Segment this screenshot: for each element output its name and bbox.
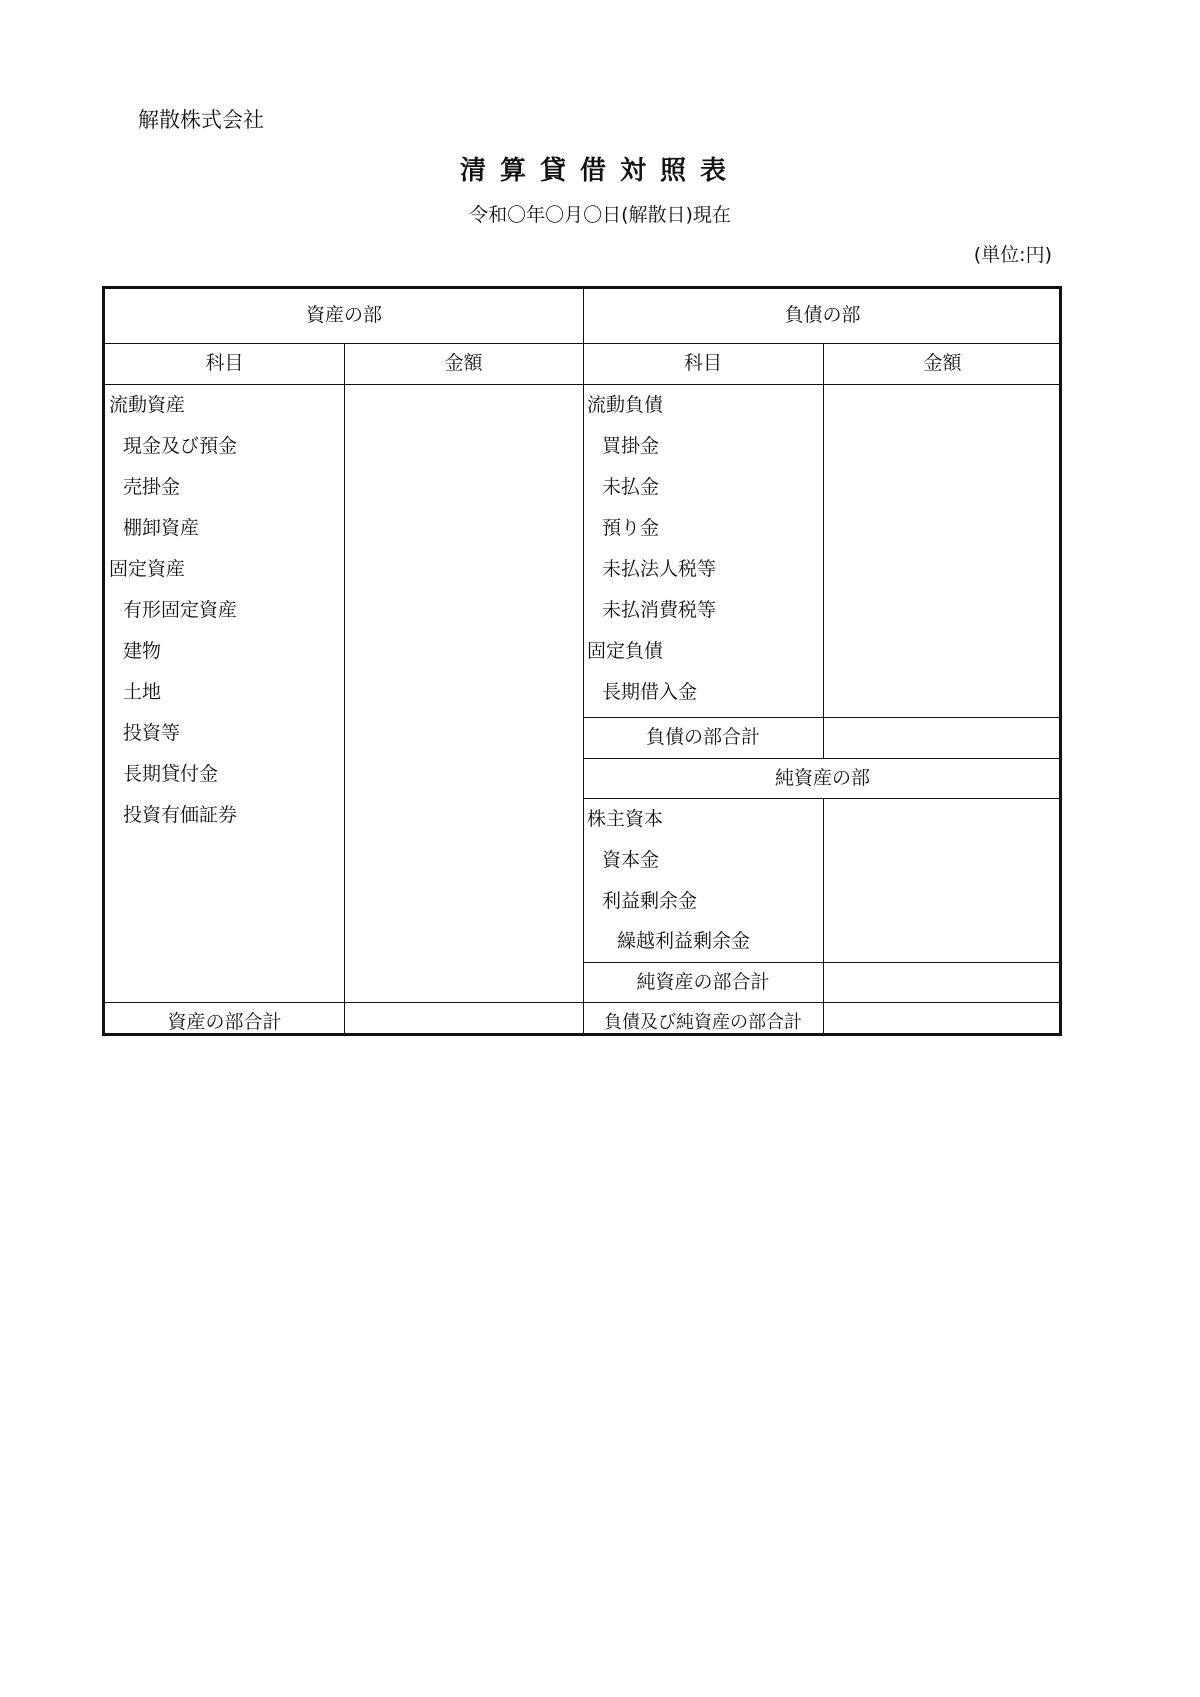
assets-header: 資産の部 <box>305 304 382 326</box>
liability-item: 未払法人税等 <box>602 558 717 580</box>
net-assets-total: 純資産の部合計 <box>636 971 770 993</box>
net-asset-item: 繰越利益剰余金 <box>617 930 751 952</box>
liab-amount-divider-bottom <box>823 798 824 1033</box>
liability-item: 未払消費税等 <box>602 599 717 621</box>
asset-amount-divider <box>344 343 345 1033</box>
liability-item: 流動負債 <box>587 394 664 416</box>
liab-amount-divider-top <box>823 343 824 758</box>
liability-item: 預り金 <box>602 517 660 539</box>
company-name: 解散株式会社 <box>138 108 264 132</box>
page-title: 清算貸借対照表 <box>459 156 740 186</box>
asset-item: 長期貸付金 <box>123 763 219 785</box>
liability-item: 固定負債 <box>587 640 664 662</box>
assets-total: 資産の部合計 <box>167 1011 282 1033</box>
asset-item: 土地 <box>123 681 162 703</box>
net-asset-item: 利益剰余金 <box>602 890 698 912</box>
liab-col-item: 科目 <box>683 352 722 374</box>
asset-item: 有形固定資産 <box>123 599 238 621</box>
asset-item: 棚卸資産 <box>123 517 200 539</box>
liability-item: 長期借入金 <box>602 681 698 703</box>
asset-col-item: 科目 <box>205 352 244 374</box>
liabilities-header: 負債の部 <box>784 304 861 326</box>
asset-item: 固定資産 <box>109 558 186 580</box>
center-divider <box>583 289 584 1033</box>
net-asset-item: 株主資本 <box>587 808 664 830</box>
colhead-line <box>105 384 1059 385</box>
asset-item: 流動資産 <box>109 394 186 416</box>
asset-col-amount: 金額 <box>444 352 483 374</box>
liability-item: 買掛金 <box>602 435 660 457</box>
liability-item: 未払金 <box>602 476 660 498</box>
liab-col-amount: 金額 <box>923 352 962 374</box>
asset-item: 投資有価証券 <box>123 804 238 826</box>
net-asset-item: 資本金 <box>602 849 660 871</box>
asset-item: 投資等 <box>123 722 181 744</box>
unit-label: (単位:円) <box>973 244 1052 266</box>
grand-total: 負債及び純資産の部合計 <box>604 1012 802 1033</box>
net-assets-header: 純資産の部 <box>774 767 870 789</box>
liabilities-total: 負債の部合計 <box>645 726 760 748</box>
balance-sheet-table <box>102 286 1062 1036</box>
asset-item: 売掛金 <box>123 476 181 498</box>
report-date: 令和〇年〇月〇日(解散日)現在 <box>469 204 731 226</box>
asset-item: 現金及び預金 <box>123 435 238 457</box>
asset-item: 建物 <box>123 640 162 662</box>
